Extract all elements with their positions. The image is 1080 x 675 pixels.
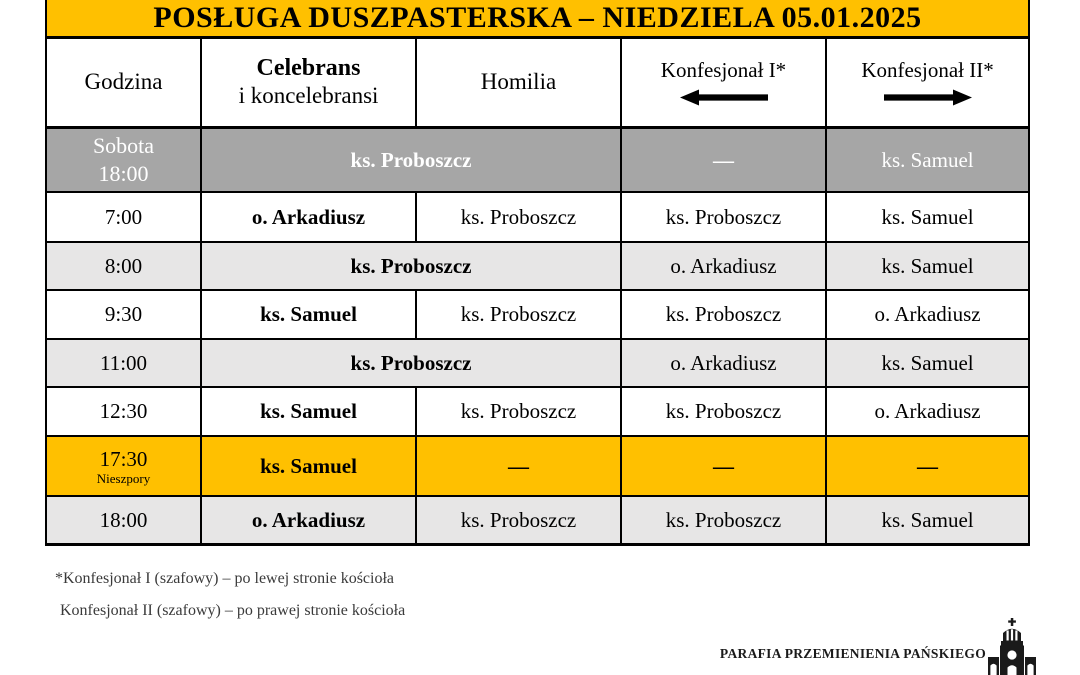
konfesjonal-2-cell: o. Arkadiusz [826, 387, 1029, 436]
time-cell: 11:00 [46, 339, 201, 387]
col-header-celebrans [201, 37, 416, 127]
time-hour-label: 18:00 [98, 160, 149, 186]
celebrans-cell: o. Arkadiusz [201, 192, 416, 242]
table-row-1800 [46, 496, 1029, 544]
time-cell: 7:00 [46, 192, 201, 242]
col-header-homilia: Homilia [416, 37, 621, 127]
konfesjonal-1-cell: ks. Proboszcz [621, 496, 826, 544]
table-row-0800 [46, 242, 1029, 290]
time-sub-label: Nieszpory [96, 471, 151, 487]
konfesjonal-1-cell: ks. Proboszcz [621, 387, 826, 436]
parish-name: PARAFIA PRZEMIENIENIA PAŃSKIEGO [719, 646, 986, 661]
col-header-konfesjonal-2 [826, 37, 1029, 127]
footnote-konfesjonal-2: Konfesjonał II (szafowy) – po prawej stronie kościoła [60, 602, 406, 619]
celebrans-cell: o. Arkadiusz [201, 496, 416, 544]
time-hour-label: 17:30 [99, 446, 148, 471]
table-row-1730-nieszpory [46, 436, 1029, 496]
right-arrow-icon [827, 89, 1028, 106]
celebrans-homilia-cell: ks. Proboszcz [201, 127, 621, 192]
celebrans-homilia-cell: ks. Proboszcz [201, 339, 621, 387]
time-cell: 9:30 [46, 290, 201, 339]
col-header-konfesjonal-1-label: Konfesjonał I* [660, 58, 787, 83]
konfesjonal-1-cell: — [621, 436, 826, 496]
konfesjonal-2-cell: ks. Samuel [826, 242, 1029, 290]
celebrans-homilia-cell: ks. Proboszcz [201, 242, 621, 290]
table-row-1230 [46, 387, 1029, 436]
konfesjonal-1-cell: — [621, 127, 826, 192]
konfesjonal-1-cell: ks. Proboszcz [621, 192, 826, 242]
col-header-celebrans-line2: i koncelebransi [238, 82, 379, 108]
table-row-0930 [46, 290, 1029, 339]
time-cell: 8:00 [46, 242, 201, 290]
konfesjonal-1-cell: o. Arkadiusz [621, 339, 826, 387]
konfesjonal-1-cell: ks. Proboszcz [621, 290, 826, 339]
konfesjonal-2-cell: — [826, 436, 1029, 496]
homilia-cell: ks. Proboszcz [416, 290, 621, 339]
table-row-0700 [46, 192, 1029, 242]
homilia-cell: — [416, 436, 621, 496]
schedule-table [45, 0, 1030, 546]
church-logo-icon [988, 618, 1036, 675]
col-header-celebrans-line1: Celebrans [256, 54, 361, 81]
col-header-godzina: Godzina [46, 37, 201, 127]
konfesjonal-2-cell: ks. Samuel [826, 127, 1029, 192]
celebrans-cell: ks. Samuel [201, 387, 416, 436]
left-arrow-icon [622, 89, 825, 106]
table-row-1100 [46, 339, 1029, 387]
header-row [46, 37, 1029, 127]
konfesjonal-2-cell: ks. Samuel [826, 192, 1029, 242]
time-cell [46, 127, 201, 192]
konfesjonal-1-cell: o. Arkadiusz [621, 242, 826, 290]
konfesjonal-2-cell: ks. Samuel [826, 339, 1029, 387]
footnotes [55, 570, 405, 620]
time-cell [46, 436, 201, 496]
homilia-cell: ks. Proboszcz [416, 496, 621, 544]
col-header-konfesjonal-1 [621, 37, 826, 127]
celebrans-cell: ks. Samuel [201, 436, 416, 496]
col-header-konfesjonal-2-label: Konfesjonał II* [861, 58, 994, 83]
table-row-saturday-1800 [46, 127, 1029, 192]
homilia-cell: ks. Proboszcz [416, 192, 621, 242]
konfesjonal-2-cell: o. Arkadiusz [826, 290, 1029, 339]
konfesjonal-2-cell: ks. Samuel [826, 496, 1029, 544]
time-cell: 18:00 [46, 496, 201, 544]
page-title: POSŁUGA DUSZPASTERSKA – NIEDZIELA 05.01.2025 [46, 0, 1029, 37]
time-day-label: Sobota [92, 133, 155, 159]
time-cell: 12:30 [46, 387, 201, 436]
footnote-konfesjonal-1: *Konfesjonał I (szafowy) – po lewej stronie kościoła [55, 570, 395, 587]
celebrans-cell: ks. Samuel [201, 290, 416, 339]
title-bar [46, 0, 1029, 37]
homilia-cell: ks. Proboszcz [416, 387, 621, 436]
